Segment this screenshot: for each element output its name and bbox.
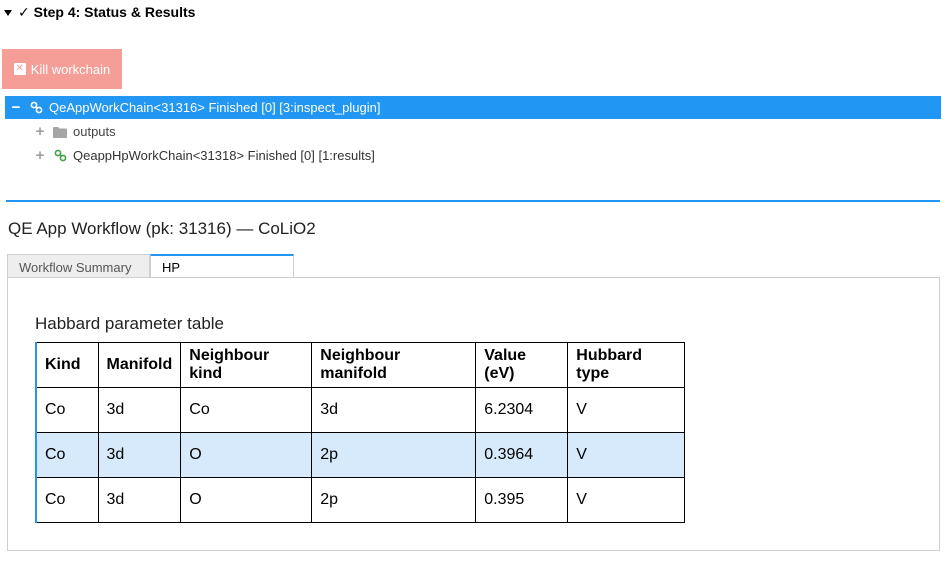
close-box-icon: ✕ — [15, 63, 24, 74]
tree-node-label: outputs — [73, 124, 116, 139]
tree-node-label: QeappHpWorkChain<31318> Finished [0] [1:results] — [73, 148, 375, 163]
expand-toggle[interactable]: + — [35, 123, 45, 140]
table-row — [36, 478, 685, 523]
caret-down-icon[interactable] — [4, 10, 12, 16]
table-cell: 3d — [98, 388, 181, 433]
table-cell: O — [181, 433, 312, 478]
section-divider — [6, 200, 940, 202]
tree-root-node[interactable] — [5, 96, 941, 119]
table-cell: 2p — [312, 433, 476, 478]
step-header[interactable] — [4, 4, 195, 21]
tab-hp[interactable]: HP — [150, 254, 294, 278]
kill-workchain-label: Kill workchain — [30, 61, 111, 77]
table-cell: V — [568, 478, 685, 523]
tab-workflow-summary[interactable]: Workflow Summary — [7, 254, 150, 278]
folder-icon — [51, 126, 69, 138]
column-header: Value (eV) — [476, 343, 568, 388]
table-cell: 6.2304 — [476, 388, 568, 433]
link-icon — [27, 101, 45, 114]
column-header: Kind — [36, 343, 98, 388]
collapse-toggle[interactable]: − — [11, 99, 21, 116]
hubbard-table — [35, 342, 685, 523]
table-cell: 2p — [312, 478, 476, 523]
table-cell: 3d — [312, 388, 476, 433]
table-cell: V — [568, 433, 685, 478]
table-row — [36, 388, 685, 433]
table-row — [36, 433, 685, 478]
kill-workchain-button[interactable] — [2, 49, 122, 89]
table-cell: 0.395 — [476, 478, 568, 523]
step-title: ✓ Step 4: Status & Results — [18, 4, 196, 20]
tree-node-outputs[interactable] — [29, 120, 929, 143]
table-caption: Habbard parameter table — [35, 314, 225, 333]
table-cell: Co — [36, 478, 98, 523]
table-cell: 0.3964 — [476, 433, 568, 478]
column-header: Neighbour kind — [181, 343, 312, 388]
column-header: Hubbard type — [568, 343, 685, 388]
table-cell: Co — [36, 388, 98, 433]
expand-toggle[interactable]: + — [35, 147, 45, 164]
tree-root-label: QeAppWorkChain<31316> Finished [0] [3:inspect_plugin] — [49, 100, 381, 115]
table-cell: 3d — [98, 478, 181, 523]
column-header: Manifold — [98, 343, 181, 388]
link-icon — [51, 149, 69, 162]
workflow-title: QE App Workflow (pk: 31316) — CoLiO2 — [8, 219, 316, 238]
table-cell: Co — [181, 388, 312, 433]
table-cell: O — [181, 478, 312, 523]
table-cell: 3d — [98, 433, 181, 478]
tree-node-hp-workchain[interactable] — [29, 144, 929, 167]
tab-bar — [7, 254, 294, 278]
table-cell: Co — [36, 433, 98, 478]
table-header-row — [36, 343, 685, 388]
column-header: Neighbour manifold — [312, 343, 476, 388]
table-cell: V — [568, 388, 685, 433]
